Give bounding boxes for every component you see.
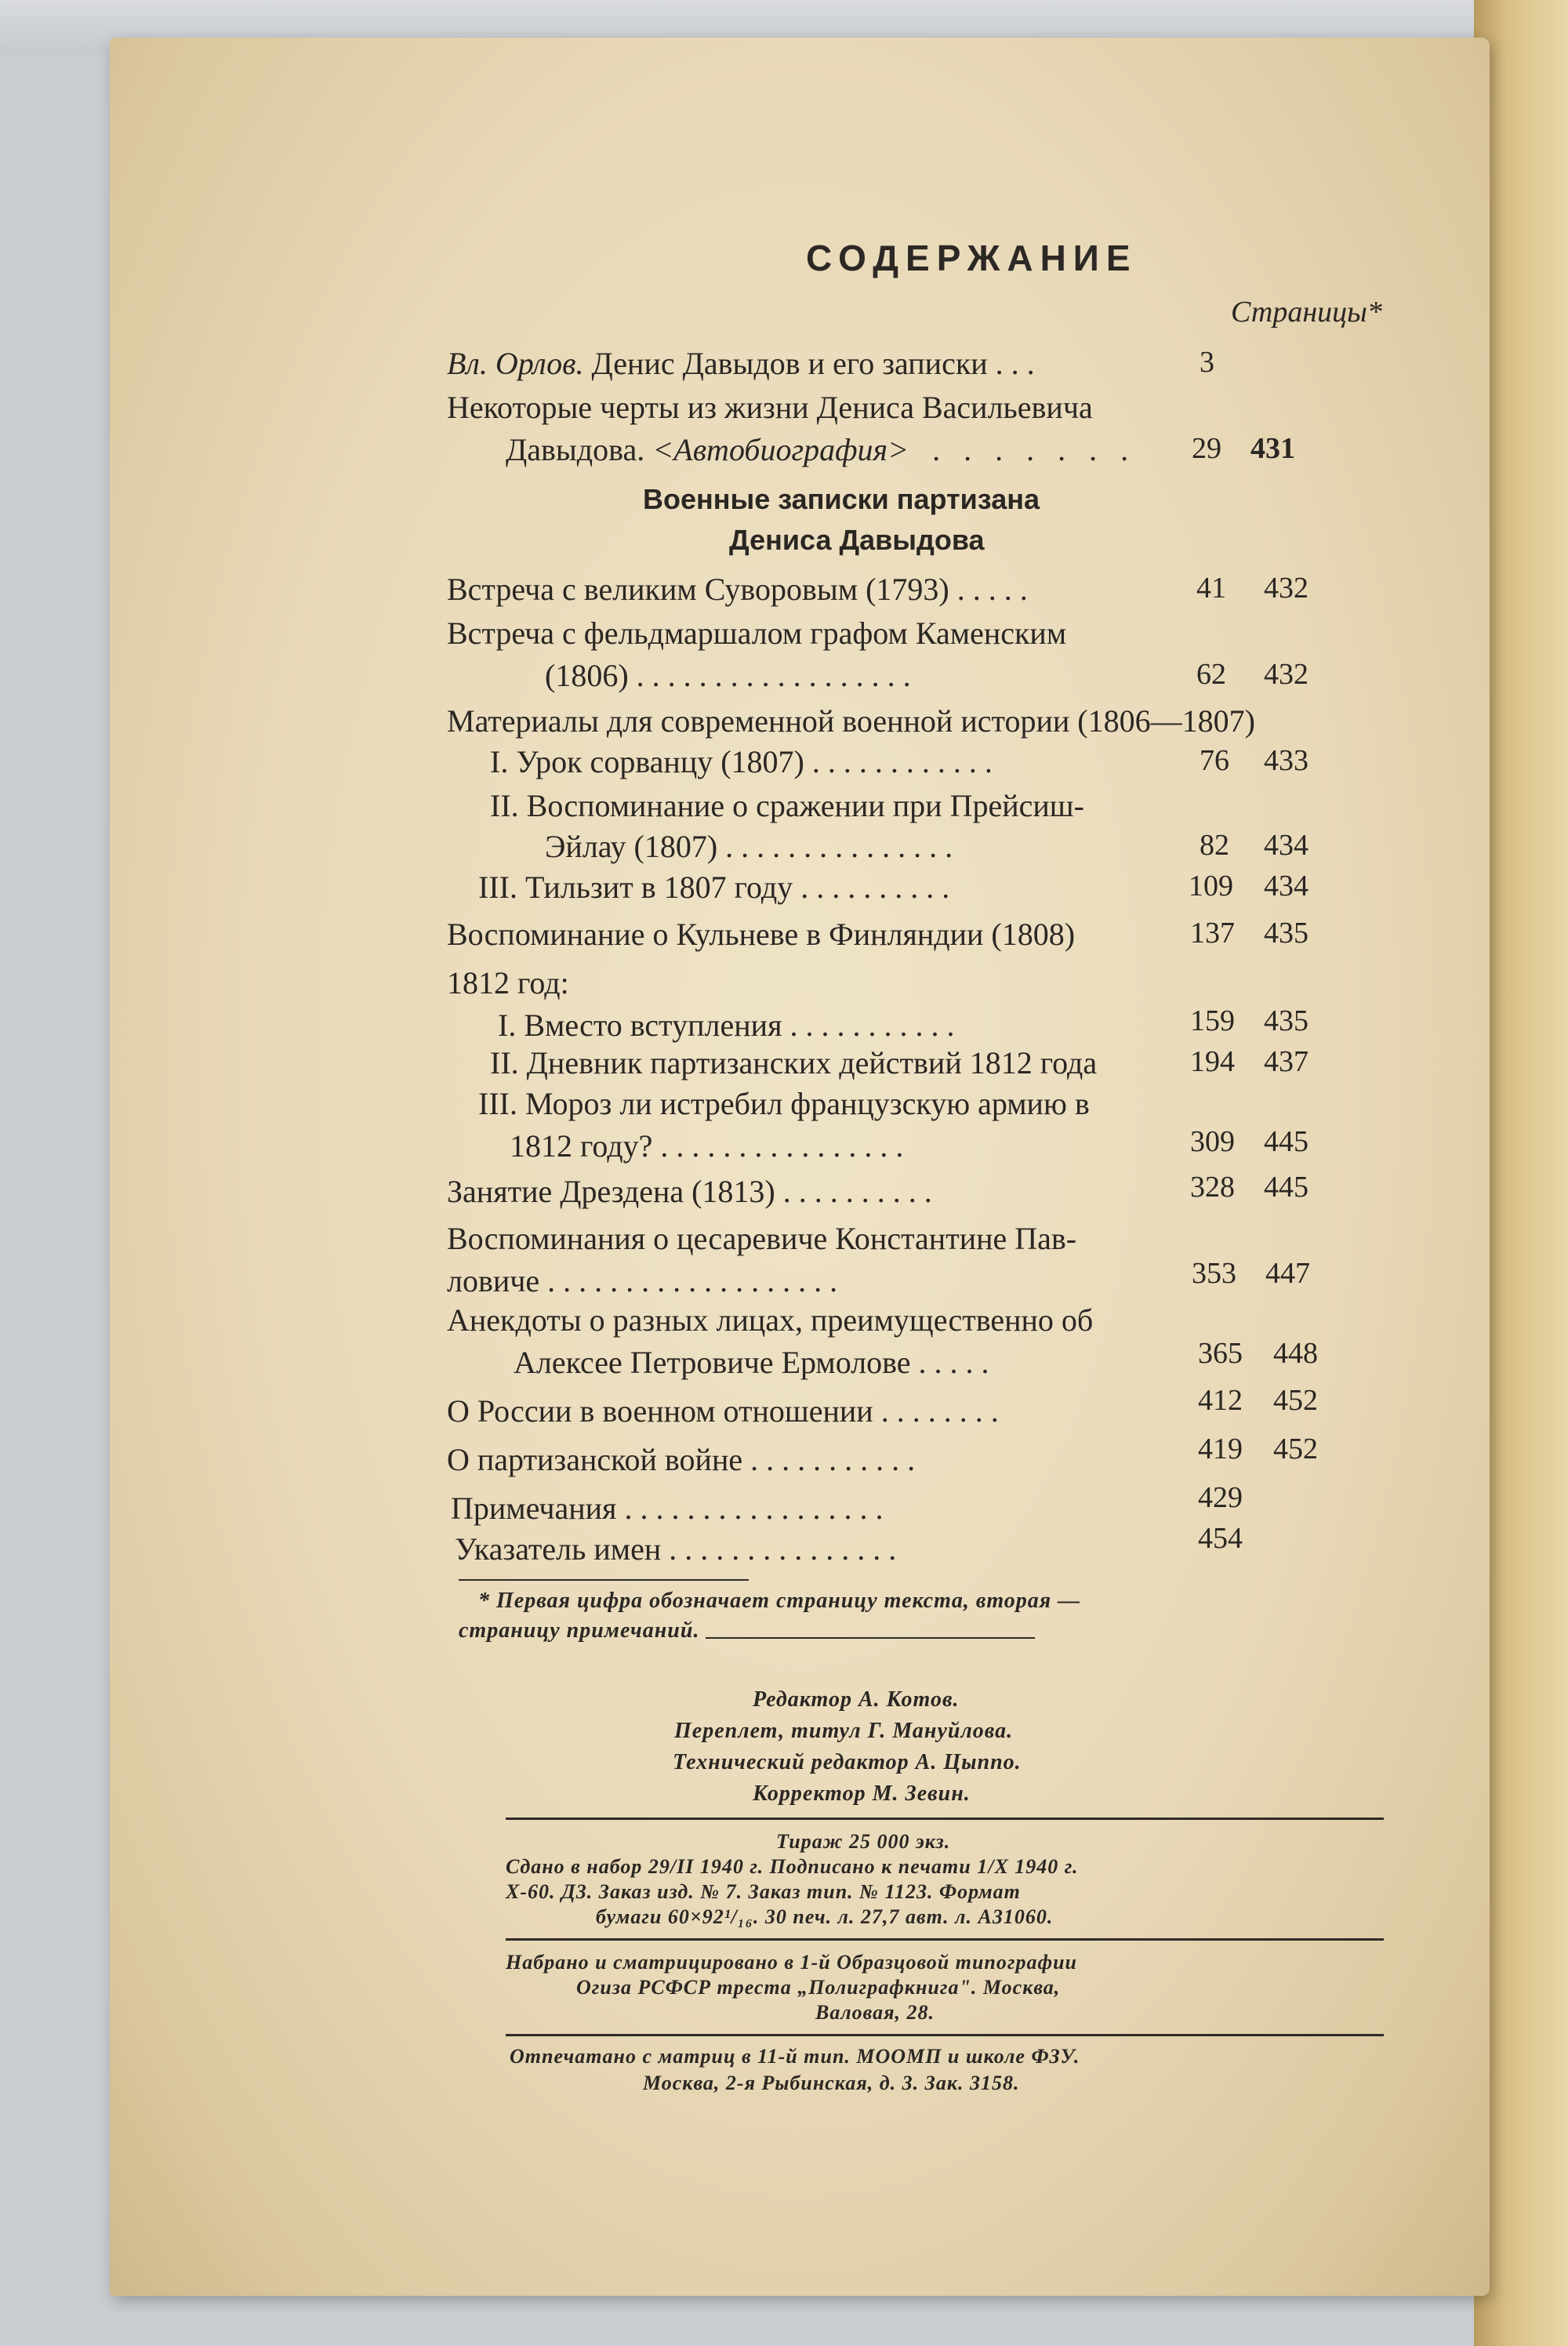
entry-page: 454 (1198, 1522, 1243, 1555)
toc-entry: I. Вместо вступления . . . . . . . . . . . (498, 1008, 955, 1043)
imprint-rule-bottom (506, 2034, 1384, 2036)
credit-proofreader: Корректор М. Зевин. (753, 1781, 971, 1806)
entry-page: 137 (1190, 917, 1235, 950)
entry-notes-page: 435 (1264, 917, 1308, 950)
toc-entry: II. Воспоминание о сражении при Прейсиш- (490, 788, 1084, 823)
credit-tech-editor: Технический редактор А. Цыппо. (673, 1750, 1022, 1774)
toc-entry: III. Мороз ли истребил французскую армию в (478, 1086, 1090, 1121)
toc-entry: I. Урок сорванцу (1807) . . . . . . . . . . . . (490, 744, 993, 779)
section-title-line2: Дениса Давыдова (729, 524, 985, 556)
entry-page: 365 (1198, 1337, 1243, 1370)
section-title-line1: Военные записки партизана (643, 483, 1040, 515)
imprint-line: Отпечатано с матриц в 11-й тип. МООМП и школе ФЗУ. (510, 2045, 1080, 2068)
entry-page: 76 (1200, 744, 1229, 777)
credit-editor: Редактор А. Котов. (753, 1687, 960, 1712)
toc-entry: Алексее Петровиче Ермолове . . . . . (514, 1345, 989, 1380)
toc-entry: Воспоминание о Кульневе в Финляндии (1808) (447, 917, 1076, 952)
entry-text: Денис Давыдов и его записки . . . (591, 346, 1035, 381)
toc-entry: 1812 году? . . . . . . . . . . . . . . . . (510, 1128, 904, 1164)
toc-entry: Анекдоты о разных лицах, преимущественно об (447, 1302, 1094, 1338)
entry-page: 194 (1190, 1045, 1235, 1078)
toc-entry: О партизанской войне . . . . . . . . . . . (447, 1442, 916, 1477)
footnote-line2: страницу примечаний. (459, 1618, 700, 1643)
imprint-line: бумаги 60×92¹/₁₆. 30 печ. л. 27,7 авт. л. А31060. (596, 1905, 1054, 1928)
entry-page: 328 (1190, 1171, 1235, 1204)
entry-notes-page: 432 (1264, 572, 1308, 605)
entry-notes-page: 447 (1265, 1257, 1310, 1290)
entry-page: 41 (1196, 572, 1226, 605)
entry-page: 82 (1200, 829, 1229, 862)
toc-entry-autobiography-line1: Некоторые черты из жизни Дениса Васильевича (447, 390, 1093, 425)
imprint-print-run: Тираж 25 000 экз. (776, 1830, 951, 1853)
book-page (110, 38, 1490, 2296)
toc-entry-autobiography-line2: Давыдова. <Автобиография> . . . . . . . (506, 432, 1137, 467)
entry-notes-page: 431 (1250, 432, 1295, 465)
entry-notes-page: 445 (1264, 1125, 1308, 1158)
toc-entry: Встреча с великим Суворовым (1793) . . . . . (447, 572, 1028, 607)
imprint-line: Валовая, 28. (815, 2001, 935, 2024)
toc-entry: III. Тильзит в 1807 году . . . . . . . . . . (478, 870, 950, 905)
toc-entry-orlov (447, 345, 1035, 382)
entry-notes-page: 437 (1264, 1045, 1308, 1078)
footnote-divider (459, 1579, 749, 1581)
entry-page: 62 (1196, 658, 1226, 691)
pages-column-header: Страницы* (1231, 296, 1382, 329)
entry-page: 159 (1190, 1004, 1235, 1037)
imprint-rule-middle (506, 1938, 1384, 1941)
entry-notes-page: 452 (1273, 1433, 1318, 1465)
entry-notes-page: 448 (1273, 1337, 1318, 1370)
credit-binding: Переплет, титул Г. Мануйлова. (674, 1719, 1014, 1743)
imprint-line: Москва, 2-я Рыбинская, д. 3. Зак. 3158. (643, 2072, 1020, 2094)
entry-notes-page: 434 (1264, 829, 1308, 862)
imprint-line: Огиза РСФСР треста „Полиграфкнига". Москва, (576, 1976, 1061, 1999)
entry-page: 353 (1192, 1257, 1236, 1290)
page-title: СОДЕРЖАНИЕ (806, 238, 1138, 278)
toc-entry: ловиче . . . . . . . . . . . . . . . . . . . (447, 1263, 838, 1298)
entry-notes-page: 432 (1264, 658, 1308, 691)
entry-notes-page: 435 (1264, 1004, 1308, 1037)
toc-entry: II. Дневник партизанских действий 1812 года (490, 1045, 1098, 1080)
entry-notes-page: 445 (1264, 1171, 1308, 1204)
imprint-rule-top (506, 1818, 1384, 1820)
toc-entry: Указатель имен . . . . . . . . . . . . . . . (455, 1531, 897, 1567)
entry-notes-page: 452 (1273, 1384, 1318, 1417)
toc-entry: Эйлау (1807) . . . . . . . . . . . . . . . (545, 829, 953, 864)
entry-page: 109 (1189, 870, 1233, 902)
entry-page: 419 (1198, 1433, 1243, 1465)
entry-notes-page: 434 (1264, 870, 1308, 902)
toc-entry: (1806) . . . . . . . . . . . . . . . . . . (545, 658, 911, 693)
toc-entry: О России в военном отношении . . . . . . . . (447, 1393, 999, 1429)
imprint-line: Набрано и сматрицировано в 1-й Образцовой типографии (506, 1951, 1078, 1974)
entry-page: 29 (1192, 432, 1221, 465)
toc-entry: 1812 год: (447, 965, 569, 1000)
entry-page: 309 (1190, 1125, 1235, 1158)
entry-page: 3 (1200, 346, 1214, 379)
imprint-line: Х-60. Д3. Заказ изд. № 7. Заказ тип. № 1123. Формат (506, 1880, 1021, 1903)
imprint-line: Сдано в набор 29/II 1940 г. Подписано к печати 1/X 1940 г. (506, 1855, 1079, 1878)
entry-notes-page: 433 (1264, 744, 1308, 777)
toc-entry: Материалы для современной военной истории (1806—1807) (447, 703, 1255, 739)
footnote-line1: * Первая цифра обозначает страницу текста, вторая — (478, 1589, 1081, 1613)
toc-entry: Встреча с фельдмаршалом графом Каменским (447, 616, 1067, 651)
credits-divider (706, 1637, 1035, 1639)
toc-entry: Занятие Дрездена (1813) . . . . . . . . . . (447, 1174, 932, 1209)
toc-entry: Примечания . . . . . . . . . . . . . . . . . (451, 1491, 884, 1526)
entry-page: 429 (1198, 1481, 1243, 1514)
entry-page: 412 (1198, 1384, 1243, 1417)
toc-entry: Воспоминания о цесаревиче Константине Пав- (447, 1221, 1077, 1256)
entry-author: Вл. Орлов. (447, 346, 584, 381)
